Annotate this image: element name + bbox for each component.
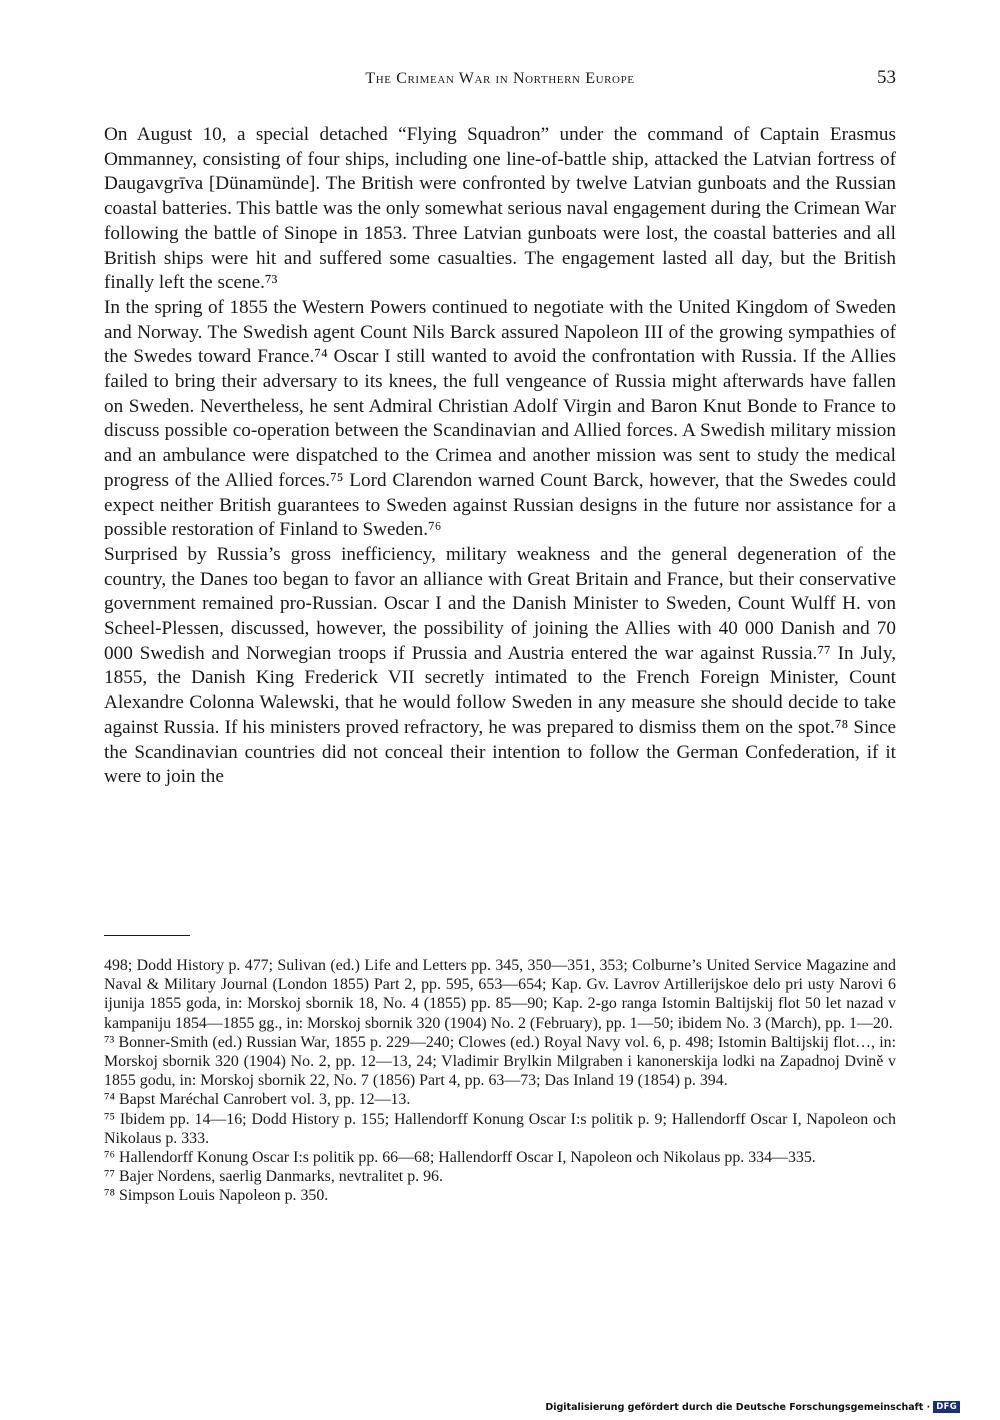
- funding-note-text: Digitalisierung gefördert durch die Deutsche Forschungsgemeinschaft ·: [545, 1401, 931, 1413]
- footnote: ⁷⁴ Bapst Maréchal Canrobert vol. 3, pp. 12—13.: [104, 1091, 411, 1109]
- paragraph: In the spring of 1855 the Western Powers continued to negotiate with the United Kingdom of Sweden and Norway. The Swedish agent Count Nils Barck assured Napoleon III of the growing sympathies of the Swedes toward France.⁷⁴ Oscar I still wanted to avoid the confrontation with Russia. If the Allies failed to bring their adversary to its knees, the full vengeance of Russia might afterwards have fallen on Sweden. Nevertheless, he sent Admiral Christian Adolf Virgin and Baron Knut Bonde to France to discuss possible co-operation between the Scandinavian and Allied forces. A Swedish military mission and an ambulance were dispatched to the Crimea and another mission was sent to study the medical progress of the Allied forces.⁷⁵ Lord Clarendon warned Count Barck, however, that the Swedes could expect neither British guarantees to Sweden against Russian designs in the future nor assistance for a possible restoration of Finland to Sweden.⁷⁶: [104, 296, 896, 541]
- footnote: 498; Dodd History p. 477; Sulivan (ed.) Life and Letters pp. 345, 350—351, 353; Colburne’s United Service Magazine and Naval & Military Journal (London 1855) Part 2, pp. 595, 653—654; Kap. Gv. Lavrov Artillerijskoe delo pri usty Narovi 6 ijunija 1855 goda, in: Morskoj sbornik 18, No. 4 (1855) pp. 85—90; Kap. 2-go ranga Istomin Baltijskij flot 50 let nazad v kampaniju 1854—1855 gg., in: Morskoj sbornik 320 (1904) No. 2 (February), pp. 1—50; ibidem No. 3 (March), pp. 1—20.: [104, 957, 896, 1032]
- footnote: ⁷⁷ Bajer Nordens, saerlig Danmarks, nevtralitet p. 96.: [104, 1168, 443, 1186]
- footnote-divider: [104, 935, 190, 936]
- funding-note: [545, 1400, 960, 1414]
- dfg-logo: DFG: [933, 1401, 960, 1413]
- footnote: ⁷⁶ Hallendorff Konung Oscar I:s politik pp. 66—68; Hallendorff Oscar I, Napoleon och Nikolaus pp. 334—335.: [104, 1149, 816, 1167]
- running-title: The Crimean War in Northern Europe: [365, 70, 635, 87]
- paragraph: On August 10, a special detached “Flying Squadron” under the command of Captain Erasmus Ommanney, consisting of four ships, including one line-of-battle ship, attacked the Latvian fortress of Daugavgrīva [Dünamünde]. The British were confronted by twelve Latvian gunboats and the Russian coastal batteries. This battle was the only somewhat serious naval engagement during the Crimean War following the battle of Sinope in 1853. Three Latvian gunboats were lost, the coastal batteries and all British ships were hit and suffered some casualties. The engagement lasted all day, but the British finally left the scene.⁷³: [104, 124, 896, 294]
- body-text: [104, 123, 896, 790]
- footnotes: [104, 956, 896, 1206]
- footnote: ⁷³ Bonner-Smith (ed.) Russian War, 1855 p. 229—240; Clowes (ed.) Royal Navy vol. 6, p. 498; Istomin Baltijskij flot…, in: Morskoj sbornik 320 (1904) No. 2, pp. 12—13, 24; Vladimir Brylkin Milgraben i kanonerskija lodki na Zapadnoj Dvině v 1855 godu, in: Morskoj sbornik 22, No. 7 (1856) Part 4, pp. 63—73; Das Inland 19 (1854) p. 394.: [104, 1033, 896, 1090]
- footnote: ⁷⁵ Ibidem pp. 14—16; Dodd History p. 155; Hallendorff Konung Oscar I:s politik p. 9; Hallendorff Oscar I, Napoleon och Nikolaus p. 333.: [104, 1110, 896, 1147]
- paragraph: Surprised by Russia’s gross inefficiency, military weakness and the general degeneration of the country, the Danes too began to favor an alliance with Great Britain and France, but their conservative government remained pro-Russian. Oscar I and the Danish Minister to Sweden, Count Wulff H. von Scheel-Plessen, discussed, however, the possibility of joining the Allies with 40 000 Danish and 70 000 Swedish and Norwegian troops if Prussia and Austria entered the war against Russia.⁷⁷ In July, 1855, the Danish King Frederick VII secretly intimated to the French Foreign Minister, Count Alexandre Colonna Walewski, that he would follow Sweden in any measure she should decide to take against Russia. If his ministers proved refractory, he was prepared to dismiss them on the spot.⁷⁸ Since the Scandinavian countries did not conceal their intention to follow the German Confederation, if it were to join the: [104, 543, 896, 788]
- footnote: ⁷⁸ Simpson Louis Napoleon p. 350.: [104, 1187, 329, 1205]
- page-number: 53: [877, 67, 896, 88]
- page-header: [104, 67, 896, 96]
